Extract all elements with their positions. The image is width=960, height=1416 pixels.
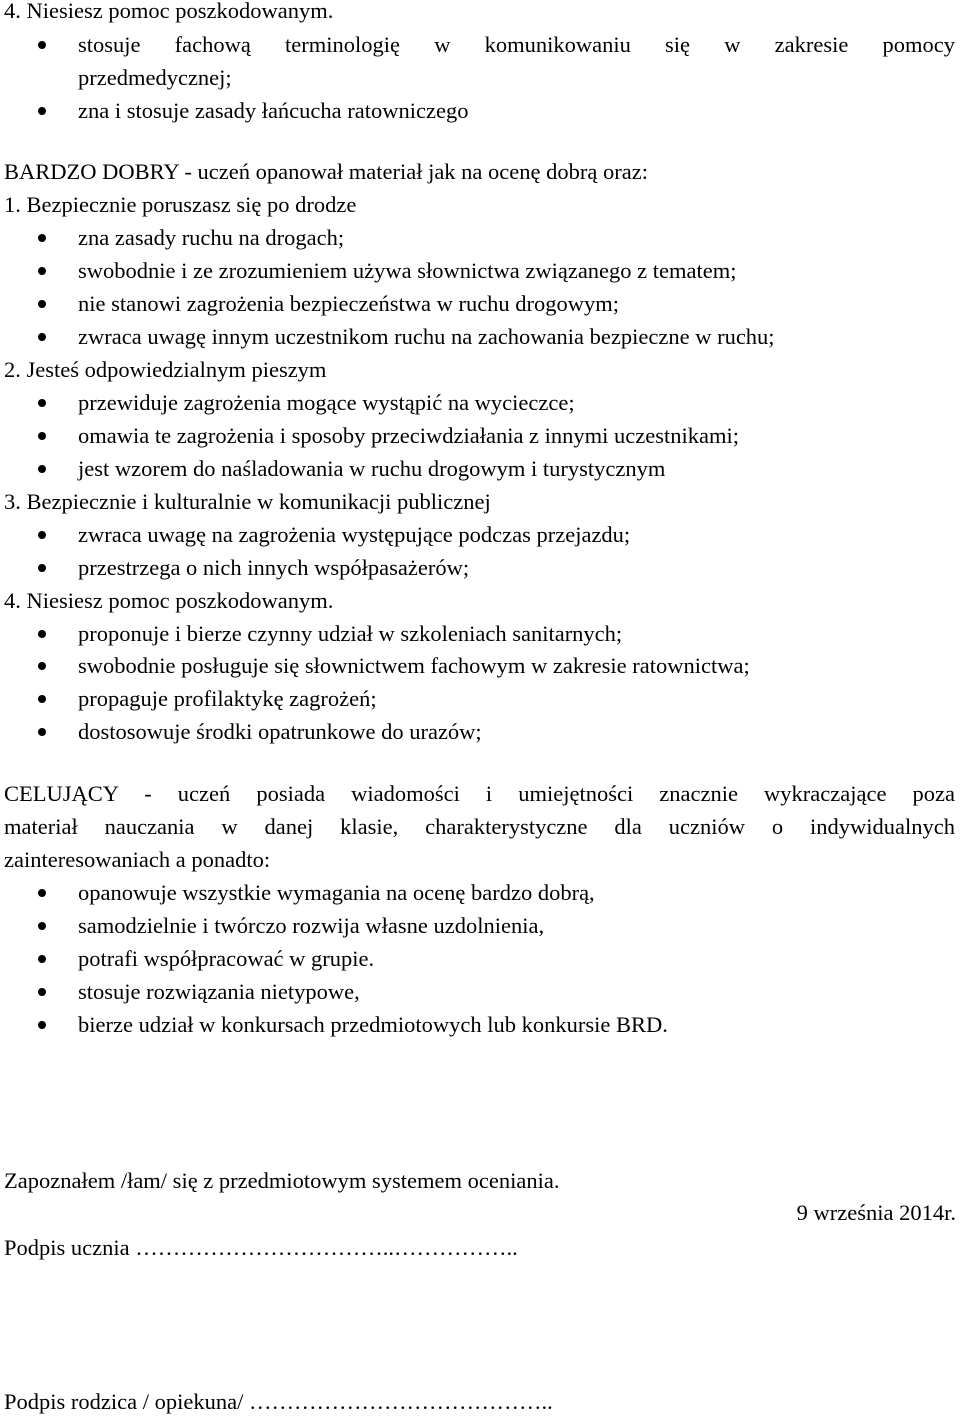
list-item-text: zna zasady ruchu na drogach; (78, 225, 345, 250)
bullet-icon (38, 1021, 46, 1029)
section-heading: 4. Niesiesz pomoc poszkodowanym. (4, 0, 334, 23)
list-item-text: stosuje rozwiązania nietypowe, (78, 979, 360, 1004)
bullet-icon (38, 889, 46, 897)
list-item-text: samodzielnie i twórczo rozwija własne uzdolnienia, (78, 913, 545, 938)
bullet-icon (38, 728, 46, 736)
bullet-icon (38, 300, 46, 308)
bullet-icon (38, 432, 46, 440)
bullet-icon (38, 465, 46, 473)
bullet-icon (38, 267, 46, 275)
list-item-text: zwraca uwagę innym uczestnikom ruchu na zachowania bezpieczne w ruchu; (78, 324, 775, 349)
bullet-icon (38, 41, 46, 49)
list-item-text: zwraca uwagę na zagrożenia występujące podczas przejazdu; (78, 522, 631, 547)
list-item-text: zna i stosuje zasady łańcucha ratowniczego (78, 98, 469, 123)
grade-intro-bardzo-dobry: BARDZO DOBRY - uczeń opanował materiał jak na ocenę dobrą oraz: (4, 159, 648, 184)
acknowledgement-text: Zapoznałem /łam/ się z przedmiotowym systemem oceniania. (4, 1168, 560, 1193)
student-signature-line: Podpis ucznia ……………………………..…………….. (4, 1235, 518, 1260)
list-item-text: omawia te zagrożenia i sposoby przeciwdziałania z innymi uczestnikami; (78, 423, 740, 448)
grade-intro-celujacy-line: zainteresowaniach a ponadto: (4, 847, 271, 872)
bullet-icon (38, 564, 46, 572)
list-item-text: swobodnie posługuje się słownictwem fachowym w zakresie ratownictwa; (78, 653, 750, 678)
list-item-text: przestrzega o nich innych współpasażerów; (78, 555, 470, 580)
bullet-icon (38, 662, 46, 670)
bullet-icon (38, 333, 46, 341)
list-item-text: swobodnie i ze zrozumieniem używa słownictwa związanego z tematem; (78, 258, 737, 283)
grade-intro-celujacy: CELUJĄCY - uczeń posiada wiadomości i umiejętności znacznie wykraczające poza (4, 781, 955, 806)
bullet-icon (38, 988, 46, 996)
grade-intro-celujacy-line: materiał nauczania w danej klasie, charakterystyczne dla uczniów o indywidualnych (4, 814, 955, 839)
list-item-text: bierze udział w konkursach przedmiotowych lub konkursie BRD. (78, 1012, 668, 1037)
bullet-icon (38, 922, 46, 930)
bullet-icon (38, 107, 46, 115)
list-item-text: proponuje i bierze czynny udział w szkoleniach sanitarnych; (78, 621, 623, 646)
list-item-text: propaguje profilaktykę zagrożeń; (78, 686, 377, 711)
list-item-text: przewiduje zagrożenia mogące wystąpić na wycieczce; (78, 390, 575, 415)
bullet-icon (38, 695, 46, 703)
list-item-text: jest wzorem do naśladowania w ruchu drogowym i turystycznym (78, 456, 666, 481)
document-date: 9 września 2014r. (796, 1200, 956, 1225)
list-item-text: potrafi współpracować w grupie. (78, 946, 375, 971)
bullet-icon (38, 955, 46, 963)
section-heading: 3. Bezpiecznie i kulturalnie w komunikacji publicznej (4, 489, 491, 514)
list-item-text: stosuje fachową terminologię w komunikowaniu się w zakresie pomocy (78, 32, 955, 57)
bullet-icon (38, 630, 46, 638)
list-item-text: opanowuje wszystkie wymagania na ocenę bardzo dobrą, (78, 880, 595, 905)
bullet-icon (38, 234, 46, 242)
list-item-text: nie stanowi zagrożenia bezpieczeństwa w ruchu drogowym; (78, 291, 620, 316)
bullet-icon (38, 531, 46, 539)
section-heading: 1. Bezpiecznie poruszasz się po drodze (4, 192, 357, 217)
parent-signature-line: Podpis rodzica / opiekuna/ ………………………………….. (4, 1389, 553, 1414)
list-item-text: dostosowuje środki opatrunkowe do urazów; (78, 719, 482, 744)
list-item-continuation: przedmedycznej; (78, 65, 232, 90)
section-heading: 2. Jesteś odpowiedzialnym pieszym (4, 357, 327, 382)
bullet-icon (38, 399, 46, 407)
section-heading: 4. Niesiesz pomoc poszkodowanym. (4, 588, 334, 613)
